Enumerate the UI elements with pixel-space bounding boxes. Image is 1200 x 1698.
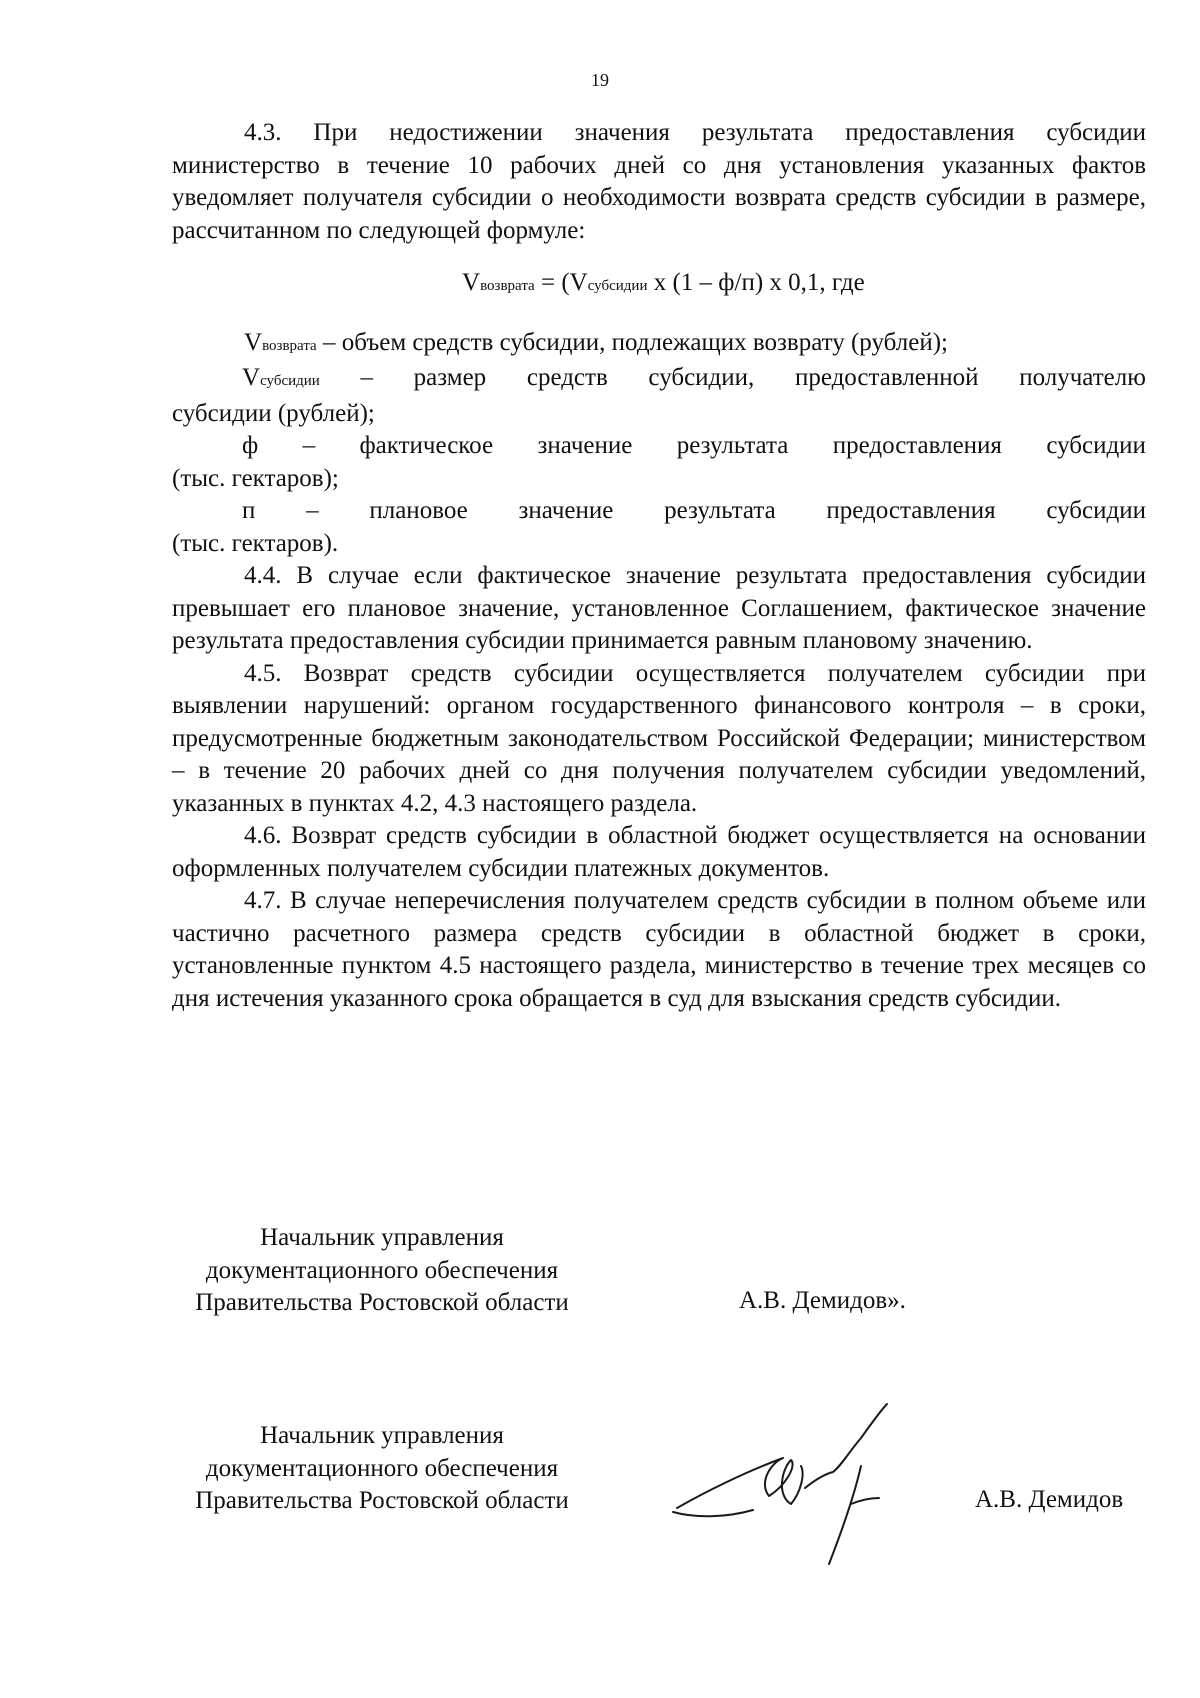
sig1-title-line3: Правительства Ростовской области — [195, 1289, 569, 1316]
def-word: фактическое — [359, 432, 494, 459]
def-word: п — [242, 497, 256, 524]
paragraph-4-5: 4.5. Возврат средств субсидии осуществляется получателем субсидии при выявлении нарушений: органом государственного финансового контроля – в сроки, предусмотренные бюджетным законодательством Российской Федерации; министерством – в течение 20 рабочих дней со дня получения получателем субсидии уведомлений, указанных в пунктах 4.2, 4.3 настоящего раздела. — [172, 659, 1146, 817]
sig1-name: А.В. Демидов». — [739, 1287, 906, 1314]
definition-v-return — [172, 327, 1146, 363]
formula — [172, 267, 1146, 303]
sig2-title-line2: документационного обеспечения — [205, 1454, 559, 1482]
def-word: субсидии — [1046, 497, 1146, 524]
definition-v-subsidy — [172, 362, 1146, 398]
formula-eq-open: = (V — [534, 269, 588, 296]
def-word: размер — [413, 364, 487, 391]
signature-stroke-3 — [805, 1404, 887, 1488]
def-word: предоставления — [826, 497, 996, 524]
signature-stroke-1 — [677, 1458, 803, 1508]
paragraph-4-4: 4.4. В случае если фактическое значение результата предоставления субсидии превышает его плановое значение, установленное Соглашением, фактическое значение результата предоставления субсидии принимается равным плановому значению. — [172, 562, 1146, 654]
paragraph-4-3: 4.3. При недостижении значения результата предоставления субсидии министерство в течение 10 рабочих дней со дня установления указанных фактов уведомляет получателя субсидии о необходимости возврата средств субсидии в размере, рассчитанном по следующей формуле: — [172, 119, 1146, 244]
def-word: – — [302, 432, 316, 459]
handwritten-signature — [665, 1400, 965, 1580]
def-word: предоставленной — [794, 364, 979, 391]
def-word: ф — [242, 432, 259, 459]
paragraph-4-6: 4.6. Возврат средств субсидии в областной бюджет осуществляется на основании оформленных получателем субсидии платежных документов. — [172, 822, 1146, 882]
page-number: 19 — [591, 70, 609, 90]
def-subsidy-symbol — [242, 362, 320, 398]
def-return-sub: возврата — [262, 337, 317, 354]
sig1-title-line2: документационного обеспечения — [205, 1256, 559, 1284]
def-subsidy-v: V — [242, 364, 261, 391]
def-word: результата — [676, 432, 789, 459]
formula-sub-return: возврата — [480, 278, 535, 294]
signature-block-1 — [172, 1222, 592, 1320]
def-word: получателю — [1019, 364, 1146, 391]
def-word: – — [360, 364, 373, 391]
def-word: – — [306, 497, 319, 524]
formula-sub-subsidy: субсидии — [587, 278, 648, 294]
def-word: значение — [537, 432, 633, 459]
def-word: субсидии — [1046, 432, 1146, 459]
def-return-v: V — [244, 328, 263, 356]
formula-v: V — [462, 269, 481, 296]
def-return-text: – объем средств субсидии, подлежащих возврату (рублей); — [316, 328, 948, 356]
def-p-continuation: (тыс. гектаров). — [172, 529, 339, 557]
signature-stroke-4 — [829, 1466, 861, 1564]
def-subsidy-continuation: субсидии (рублей); — [172, 399, 375, 427]
def-f-continuation: (тыс. гектаров); — [172, 464, 339, 492]
sig2-title-line1: Начальник управления — [260, 1422, 504, 1449]
definition-p — [172, 495, 1146, 528]
def-word: плановое — [369, 497, 468, 524]
definition-f — [172, 430, 1146, 463]
def-word: субсидии, — [648, 364, 755, 391]
def-subsidy-sub: субсидии — [260, 373, 320, 389]
def-word: предоставления — [832, 432, 1002, 459]
sig1-title-line1: Начальник управления — [260, 1224, 504, 1251]
sig2-title-line3: Правительства Ростовской области — [195, 1487, 569, 1514]
document-body — [172, 117, 1146, 1015]
def-word: средств — [526, 364, 608, 391]
signature-stroke-2 — [673, 1510, 753, 1516]
formula-rest: х (1 – ф/п) х 0,1, где — [647, 269, 865, 296]
sig2-name: А.В. Демидов — [975, 1486, 1124, 1513]
signature-block-2 — [172, 1420, 592, 1518]
signature-stroke-5 — [851, 1498, 879, 1504]
paragraph-4-7: 4.7. В случае неперечисления получателем средств субсидии в полном объеме или частично расчетного размера средств субсидии в областной бюджет в сроки, установленные пунктом 4.5 настоящего раздела, министерство в течение трех месяцев со дня истечения указанного срока обращается в суд для взыскания средств субсидии. — [172, 887, 1146, 1012]
def-word: значение — [518, 497, 614, 524]
def-word: результата — [664, 497, 776, 524]
